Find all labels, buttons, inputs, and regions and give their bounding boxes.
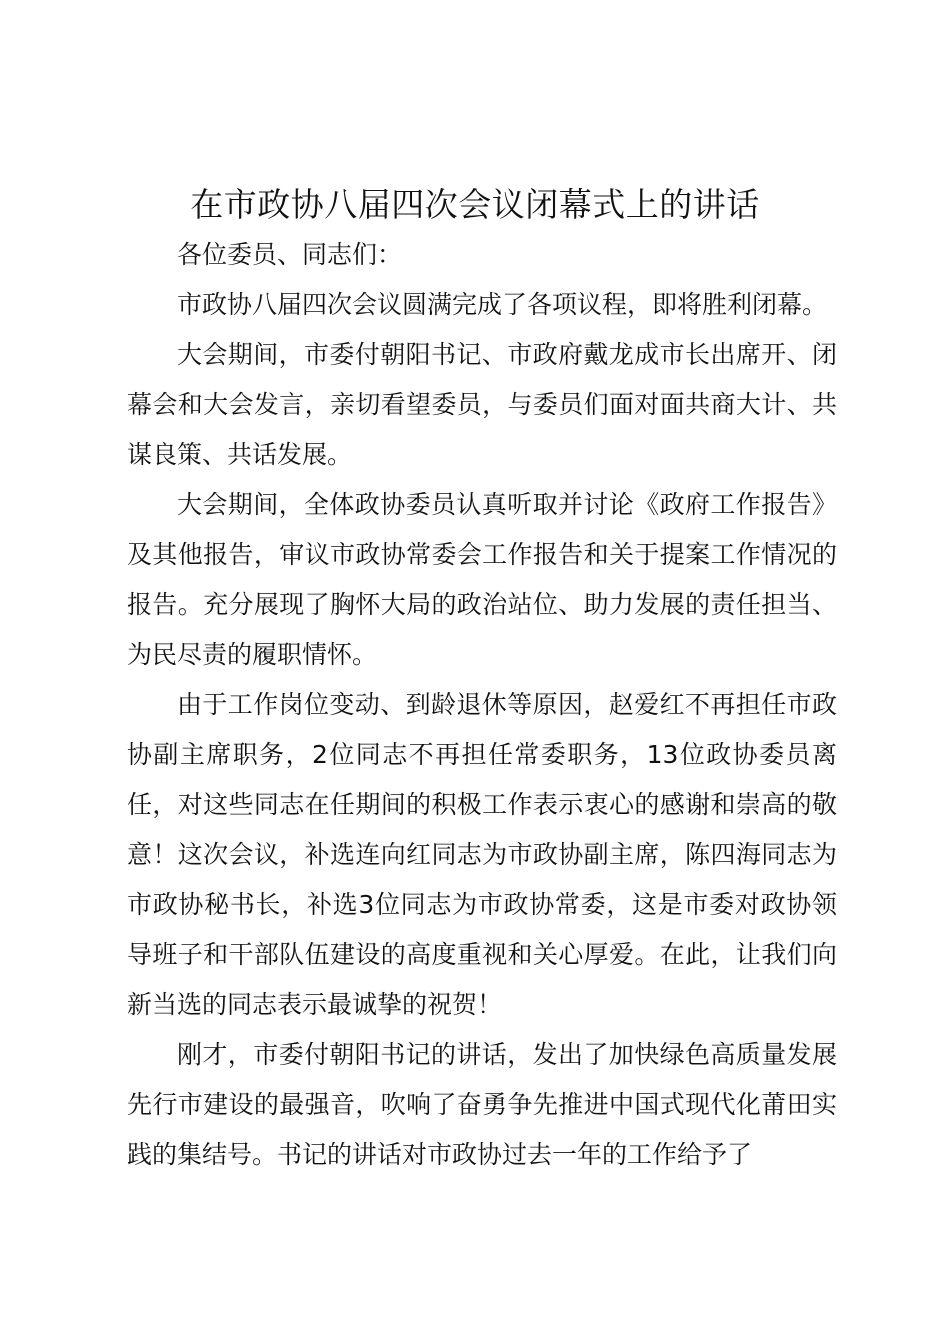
paragraph-4: 由于工作岗位变动、到龄退休等原因，赵爱红不再担任市政协副主席职务，2位同志不再担任常委职务，13位政协委员离任，对这些同志在任期间的积极工作表示衷心的感谢和崇高的敬意！这次会议，补选连向红同志为市政协副主席，陈四海同志为市政协秘书长，补选3位同志为市政协常委，这是市委对政协领导班子和干部队伍建设的高度重视和关心厚爱。在此，让我们向新当选的同志表示最诚挚的祝贺！: [127, 690, 837, 1019]
paragraph-2: 大会期间，市委付朝阳书记、市政府戴龙成市长出席开、闭幕会和大会发言，亲切看望委员，与委员们面对面共商大计、共谋良策、共话发展。: [127, 340, 837, 469]
document-body: [127, 230, 837, 1180]
paragraph-3: 大会期间，全体政协委员认真听取并讨论《政府工作报告》及其他报告，审议市政协常委会工作报告和关于提案工作情况的报告。充分展现了胸怀大局的政治站位、助力发展的责任担当、为民尽责的履职情怀。: [127, 490, 837, 669]
document-title: 在市政协八届四次会议闭幕式上的讲话: [190, 185, 760, 224]
salutation: 各位委员、同志们：: [177, 240, 403, 269]
paragraph-5: 刚才，市委付朝阳书记的讲话，发出了加快绿色高质量发展先行市建设的最强音，吹响了奋勇争先推进中国式现代化莆田实践的集结号。书记的讲话对市政协过去一年的工作给予了: [127, 1040, 837, 1169]
paragraph-1: 市政协八届四次会议圆满完成了各项议程，即将胜利闭幕。: [177, 290, 828, 319]
